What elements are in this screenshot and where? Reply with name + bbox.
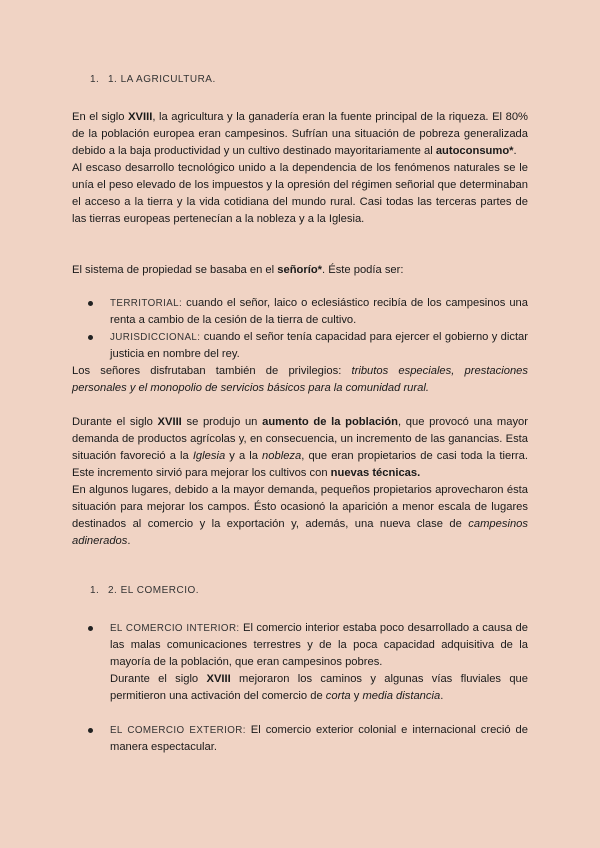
- paragraph-6: [72, 482, 528, 550]
- bold-text: XVIII: [157, 416, 182, 428]
- italic-text: tributos especiales, prestaciones personales y el monopolio de servicios básicos para la comunidad rural.: [72, 365, 528, 394]
- bold-text: señorío*: [277, 264, 323, 276]
- text: El sistema de propiedad se basaba en el: [72, 264, 278, 276]
- text: Los señores disfrutaban también de privilegios:: [72, 365, 352, 377]
- section-heading-agricultura: [90, 74, 216, 85]
- heading-number: 1.: [90, 585, 100, 596]
- text: Durante el siglo: [110, 673, 207, 685]
- italic-text: media distancia: [362, 690, 441, 702]
- text: , que provocó una mayor demanda de productos agrícolas y, en consecuencia, un incremento de las ganancias. Esta situación favoreció a la: [72, 416, 528, 462]
- bold-text: aumento de la población: [262, 416, 398, 428]
- paragraph-5: [72, 414, 528, 550]
- bullet-dot-icon: [88, 626, 93, 631]
- text: .: [513, 145, 517, 157]
- text: En el siglo: [72, 111, 129, 123]
- heading-number: 1.: [90, 74, 100, 85]
- bullet-item: [72, 329, 528, 363]
- text: Durante el siglo: [72, 416, 158, 428]
- text: , que eran propietarios de casi toda la tierra. Este incremento sirvió para mejorar los cultivos con: [72, 450, 528, 479]
- bullet-dot-icon: [88, 728, 93, 733]
- paragraph-4: [72, 363, 528, 397]
- bullet-term: EL COMERCIO INTERIOR:: [110, 623, 240, 634]
- text: se produjo un: [181, 416, 263, 428]
- text: y a la: [225, 450, 263, 462]
- bullet-text: El comercio interior estaba poco desarrollado a causa de las malas comunicaciones terrestres y de la poca capacidad adquisitiva de la mayoría de la población, que eran campesinos pobres.: [110, 622, 528, 668]
- bold-text: autoconsumo*: [435, 145, 514, 157]
- heading-title: 1. LA AGRICULTURA.: [108, 74, 216, 85]
- paragraph-3: [72, 262, 528, 279]
- bullet-item-comercio-interior: [72, 620, 528, 705]
- section-heading-comercio: [90, 585, 199, 596]
- italic-text: corta: [325, 690, 351, 702]
- paragraph-1: [72, 109, 528, 160]
- bullet-text: cuando el señor tenía capacidad para ejercer el gobierno y dictar justicia en nombre del rey.: [110, 331, 528, 360]
- bold-text: XVIII: [206, 673, 231, 685]
- italic-text: campesinos adinerados: [72, 518, 528, 547]
- bullet-text: cuando el señor, laico o eclesiástico recibía de los campesinos una renta a cambio de la cesión de la tierra de cultivo.: [110, 297, 528, 326]
- italic-text: nobleza: [262, 450, 302, 462]
- paragraph-2: Al escaso desarrollo tecnológico unido a la dependencia de los fenómenos naturales se le unía el peso elevado de los impuestos y la opresión del régimen señorial que determinaban el acceso a la tierra y la vida cotidiana del mundo rural. Casi todas las terceras partes de las tierras europeas pertenecían a la nobleza y a la Iglesia.: [72, 162, 528, 225]
- text: mejoraron los caminos y algunas vías fluviales que permitieron una activación del comercio de: [110, 673, 529, 702]
- bullet-list-senorio: [72, 295, 528, 363]
- bullet-term: JURISDICCIONAL:: [110, 332, 201, 343]
- text: , la agricultura y la ganadería eran la fuente principal de la riqueza. El 80% de la población europea eran campesinos. Sufrían una situación de pobreza generalizada debido a la baja productividad y un cultivo destinado mayoritariamente al: [72, 111, 528, 157]
- heading-title: 2. EL COMERCIO.: [108, 585, 200, 596]
- bullet-term: TERRITORIAL:: [110, 298, 183, 309]
- bold-text: nuevas técnicas.: [330, 467, 421, 479]
- text: .: [440, 690, 444, 702]
- bullet-text: El comercio exterior colonial e internacional creció de manera espectacular.: [110, 724, 528, 753]
- bullet-list-comercio: [72, 620, 528, 756]
- paragraph-intro: [72, 109, 528, 228]
- bullet-item: [72, 295, 528, 329]
- bold-text: XVIII: [128, 111, 153, 123]
- text: En algunos lugares, debido a la mayor demanda, pequeños propietarios aprovecharon ésta situación para mejorar los campos. Ésto ocasionó la aparición a menor escala de lugares destinados al comercio y la exportación y, además, una nueva clase de: [72, 484, 528, 530]
- bullet-term: EL COMERCIO EXTERIOR:: [110, 725, 246, 736]
- text: y: [350, 690, 363, 702]
- italic-text: Iglesia: [192, 450, 226, 462]
- text: .: [127, 535, 131, 547]
- bullet-dot-icon: [88, 301, 93, 306]
- bullet-item-comercio-exterior: [72, 722, 528, 756]
- text: . Éste podía ser:: [322, 264, 404, 276]
- bullet-dot-icon: [88, 335, 93, 340]
